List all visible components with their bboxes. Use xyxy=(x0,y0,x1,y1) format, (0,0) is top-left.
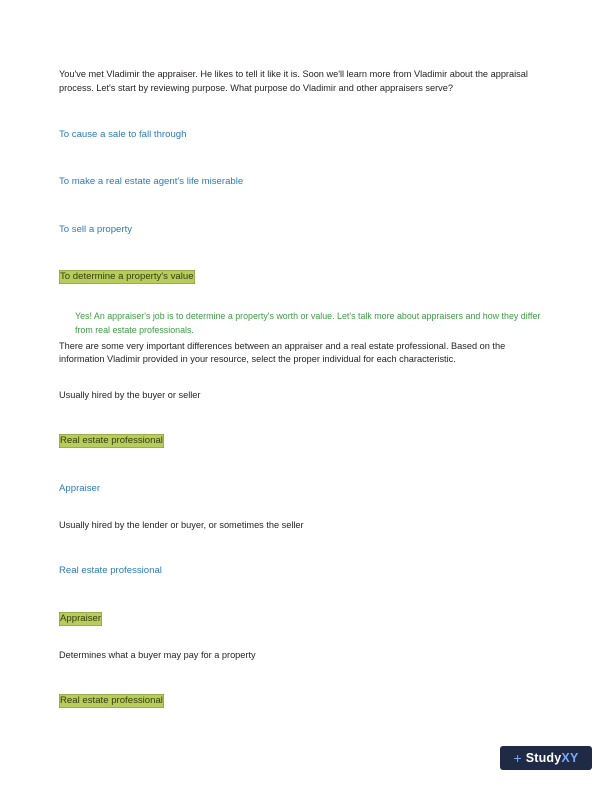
question-content xyxy=(59,68,546,710)
choice-option-3[interactable] xyxy=(59,217,546,239)
plus-icon: + xyxy=(513,750,522,766)
choice-label-2[interactable]: To make a real estate agent's life miserable xyxy=(59,176,244,188)
watermark-brand-xy: XY xyxy=(561,751,579,765)
question-prompt: You've met Vladimir the appraiser. He likes to tell it like it is. Soon we'll learn more from Vladimir about the appraisal process. Let's start by reviewing purpose. What purpose do Vladimir and other appraisers serve? xyxy=(59,69,528,93)
choice-option-2[interactable] xyxy=(59,169,546,191)
item-3-option-1-label[interactable]: Real estate professional xyxy=(60,695,163,707)
item-1-option-1-selected[interactable] xyxy=(59,428,546,450)
choice-label-3[interactable]: To sell a property xyxy=(59,223,133,235)
studyxy-watermark xyxy=(500,746,592,770)
choice-label-1[interactable]: To cause a sale to fall through xyxy=(59,128,187,140)
item-2-option-1-label[interactable]: Real estate professional xyxy=(59,565,162,577)
feedback-message: Yes! An appraiser's job is to determine a property's worth or value. Let's talk more about appraisers and how they differ from real estate professionals. xyxy=(75,310,541,335)
choice-option-1[interactable] xyxy=(59,122,546,144)
item-2-option-2-selected[interactable] xyxy=(59,606,546,628)
item-2-option-1[interactable] xyxy=(59,558,546,580)
watermark-brand-study: Study xyxy=(525,751,562,765)
choice-option-4-selected[interactable] xyxy=(59,264,546,286)
item-1-option-2[interactable] xyxy=(59,476,546,498)
watermark-brand xyxy=(526,751,579,765)
item-3-option-1-selected[interactable] xyxy=(59,688,546,710)
item-1-option-2-label[interactable]: Appraiser xyxy=(59,482,101,494)
item-2-stem: Usually hired by the lender or buyer, or sometimes the seller xyxy=(59,520,304,531)
choice-label-4[interactable]: To determine a property's value xyxy=(60,271,194,283)
item-2-option-2-label[interactable]: Appraiser xyxy=(60,612,102,624)
item-3-stem: Determines what a buyer may pay for a property xyxy=(59,650,256,661)
instructions-text: There are some very important differences between an appraiser and a real estate professional. Based on the information Vladimir provided in your resource, select the proper individual for each characteristic. xyxy=(59,340,506,365)
item-1-stem: Usually hired by the buyer or seller xyxy=(59,390,201,401)
item-1-option-1-label[interactable]: Real estate professional xyxy=(60,435,163,447)
